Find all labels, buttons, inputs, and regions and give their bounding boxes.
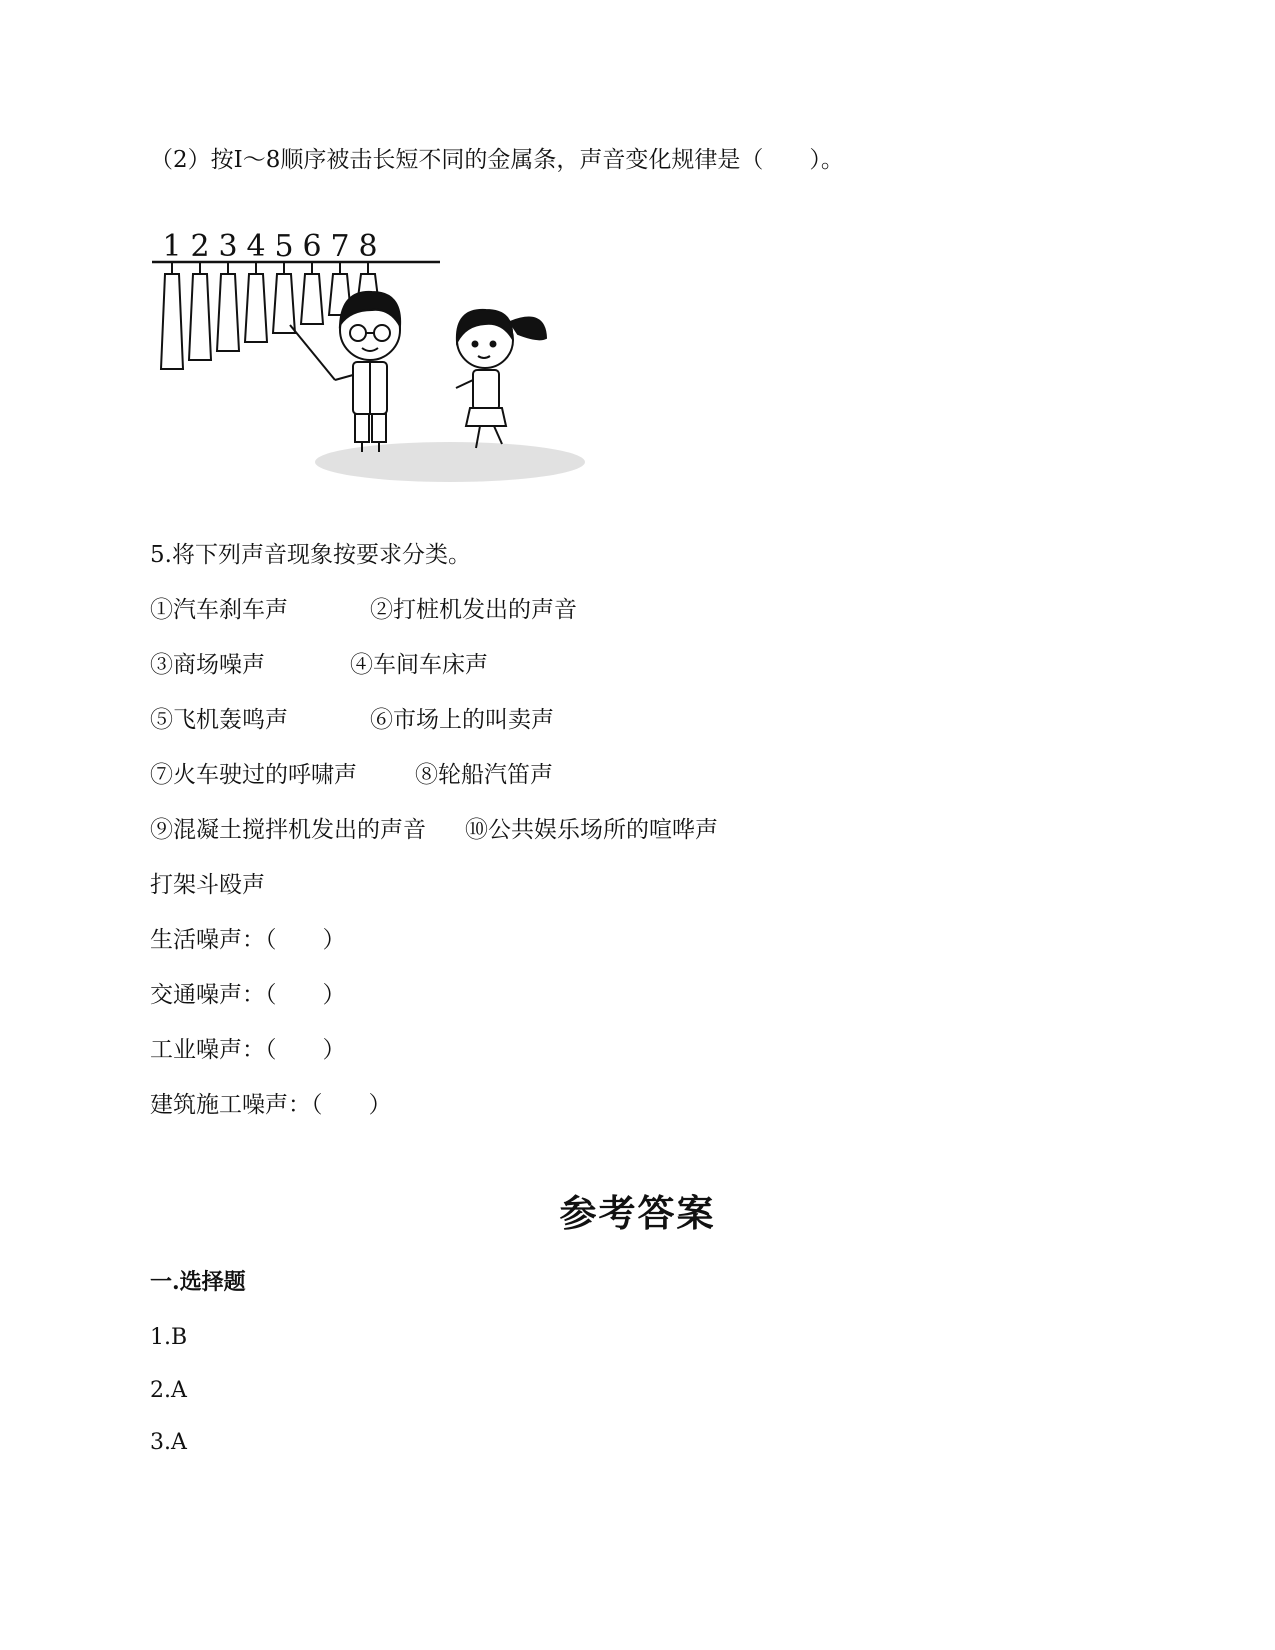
metal-bar <box>217 274 239 351</box>
sound-item: ④车间车床声 <box>350 652 488 678</box>
bar-number-label: 8 <box>358 230 378 264</box>
question-5-title: 5.将下列声音现象按要求分类。 <box>150 542 471 568</box>
metal-bar <box>273 274 295 333</box>
bar-number-label: 6 <box>302 230 322 264</box>
metal-bar <box>245 274 267 342</box>
sound-item: ②打桩机发出的声音 <box>370 597 577 623</box>
answer-item: 2.A <box>150 1378 187 1403</box>
answer-item: 3.A <box>150 1430 187 1455</box>
sound-item: ⑤飞机轰鸣声 <box>150 707 288 733</box>
bar-number-label: 2 <box>190 230 210 264</box>
sound-item: ⑧轮船汽笛声 <box>415 762 553 788</box>
answer-item: 1.B <box>150 1325 188 1350</box>
sound-item: ⑦火车驶过的呼啸声 <box>150 762 357 788</box>
question-part-2: （2）按I～8顺序被击长短不同的金属条，声音变化规律是（ ）。 <box>150 147 844 173</box>
bar-number-label: 3 <box>218 230 238 264</box>
metal-bars-illustration <box>150 230 590 495</box>
sound-item-extra: 打架斗殴声 <box>150 872 265 898</box>
metal-bar <box>189 274 211 360</box>
category-blank-construction: 建筑施工噪声：（ ） <box>150 1092 392 1118</box>
category-blank-industrial: 工业噪声：（ ） <box>150 1037 346 1063</box>
metal-bar <box>161 274 183 369</box>
category-blank-living: 生活噪声：（ ） <box>150 927 346 953</box>
sound-item: ⑨混凝土搅拌机发出的声音 <box>150 817 426 843</box>
section-heading: 一.选择题 <box>150 1269 246 1295</box>
category-blank-traffic: 交通噪声：（ ） <box>150 982 346 1008</box>
bar-number-label: 1 <box>162 230 182 264</box>
sound-item: ⑥市场上的叫卖声 <box>370 707 554 733</box>
bar-number-label: 4 <box>246 230 266 264</box>
bar-number-label: 5 <box>274 230 294 264</box>
bar-number-label: 7 <box>330 230 350 264</box>
sound-item: ⑩公共娱乐场所的喧哗声 <box>465 817 718 843</box>
metal-bar <box>301 274 323 324</box>
sound-item: ③商场噪声 <box>150 652 265 678</box>
sound-item: ①汽车刹车声 <box>150 597 288 623</box>
answer-key-heading: 参考答案 <box>559 1191 716 1235</box>
